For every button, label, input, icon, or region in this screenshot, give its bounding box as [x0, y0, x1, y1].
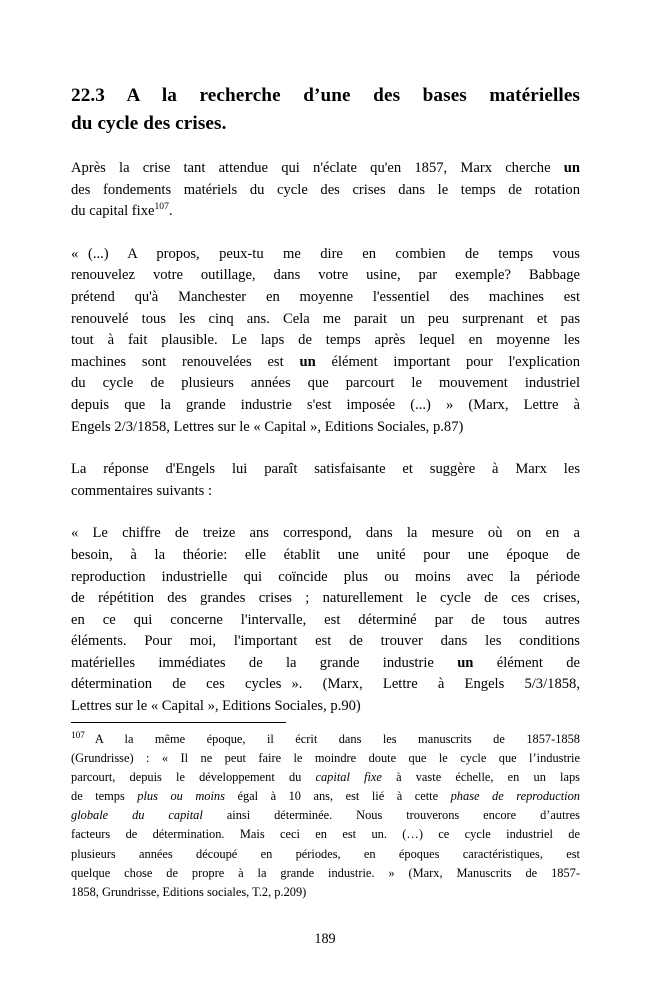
paragraph-1-line-3-text: du capital fixe	[71, 203, 155, 220]
quote-1-line-5: tout à fait plausible. Le laps de temps après lequel en moyenne les	[71, 332, 580, 349]
quote-1-citation-line: Engels 2/3/1858, Lettres sur le « Capital », Editions Sociales, p.87)	[71, 418, 464, 435]
footnote-line-9: 1858, Grundrisse, Editions sociales, T.2, p.209)	[71, 884, 307, 899]
section-heading	[71, 0, 580, 137]
paragraph-1-line-3	[71, 201, 580, 223]
paragraph-2-line-2: commentaires suivants :	[71, 482, 213, 499]
quote-2-line-4: de répétition des grandes crises ; naturellement le cycle de ces crises,	[71, 590, 580, 607]
paragraph-1-line-3-period: .	[168, 203, 173, 220]
block-quote-1	[71, 244, 580, 438]
page-number: 189	[314, 931, 336, 947]
footnote-line-4	[71, 787, 580, 806]
quote-2-line-7	[71, 653, 580, 675]
body-paragraph-1	[71, 158, 580, 223]
quote-2-line-7-text-a: matérielles immédiates de la grande industrie	[71, 654, 458, 671]
quote-2-line-8: détermination de ces cycles ». (Marx, Lettre à Engels 5/3/1858,	[71, 676, 580, 693]
footnote-line-4-text-b: égal à 10 ans, est lié à cette	[224, 789, 451, 804]
footnote-line-3	[71, 768, 580, 787]
page-content	[71, 0, 580, 718]
quote-2-line-3: reproduction industrielle qui coïncide plus ou moins avec la période	[71, 568, 580, 585]
body-paragraph-2	[71, 459, 580, 502]
footnote-reference-107[interactable]: 107	[154, 201, 169, 213]
quote-2-line-7-text-b: élément de	[473, 654, 580, 671]
quote-1-line-4: renouvelé tous les cinq ans. Cela me parait un peu surprenant et pas	[71, 310, 580, 327]
paragraph-1-emphasis-un: un	[563, 160, 580, 176]
paragraph-2-line-1: La réponse d'Engels lui paraît satisfaisante et suggère à Marx les	[71, 461, 580, 478]
quote-1-line-8: depuis que la grande industrie s'est imposée (...) » (Marx, Lettre à	[71, 396, 580, 413]
quote-1-line-6-text-b: élément important pour l'explication	[315, 353, 580, 370]
quote-1-emphasis-un: un	[299, 353, 316, 370]
footnote-line-1-text: A la même époque, il écrit dans les manuscrits de 1857-1858	[94, 732, 581, 746]
quote-1-line-6	[71, 352, 580, 374]
footnote-line-6: facteurs de détermination. Mais ceci en est un. (…) ce cycle industriel de	[71, 827, 580, 842]
section-heading-line-2: du cycle des crises.	[71, 112, 227, 134]
footnote-line-2: (Grundrisse) : « Il ne peut faire le moindre doute que le cycle que l’industrie	[71, 751, 580, 766]
footnote-italic-plus-ou-moins: plus ou moins	[137, 789, 225, 804]
quote-2-line-5: en ce qui concerne l'intervalle, est déterminé par de tous autres	[71, 611, 580, 628]
quote-2-emphasis-un: un	[457, 654, 474, 671]
footnote-line-7: plusieurs années découpé en périodes, en époques caractéristiques, est	[71, 846, 580, 861]
footnote-area	[71, 722, 580, 902]
block-quote-2	[71, 523, 580, 717]
footnote-number: 107	[71, 729, 85, 740]
footnote-line-3-text-a: parcourt, depuis le développement du	[71, 770, 316, 785]
paragraph-1-line-1-text: Après la crise tant attendue qui n'éclate qu'en 1857, Marx cherche	[71, 160, 564, 176]
footnote-line-5-text-b: ainsi déterminée. Nous trouverons encore d’autres	[202, 808, 580, 823]
paragraph-1-line-1	[71, 158, 580, 180]
quote-2-line-1: « Le chiffre de treize ans correspond, dans la mesure où on en a	[71, 525, 580, 542]
paragraph-1-line-2: des fondements matériels du cycle des crises dans le temps de rotation	[71, 181, 580, 198]
footnote-italic-globale-du-capital: globale du capital	[71, 808, 203, 823]
footnote-line-1	[71, 730, 580, 749]
footnote-line-3-text-b: à vaste échelle, en un laps	[381, 770, 580, 785]
footnote-line-4-text-a: de temps	[71, 789, 138, 804]
quote-2-citation-line: Lettres sur le « Capital », Editions Sociales, p.90)	[71, 698, 361, 715]
footnote-line-5	[71, 806, 580, 825]
quote-1-line-3: prétend qu'à Manchester en moyenne l'essentiel des machines est	[71, 288, 580, 305]
quote-1-line-2: renouvelez votre outillage, dans votre usine, par exemple? Babbage	[71, 267, 580, 284]
footnote-107	[71, 730, 580, 902]
quote-2-line-6: éléments. Pour moi, l'important est de trouver dans les conditions	[71, 633, 580, 650]
footnote-italic-capital-fixe: capital fixe	[315, 770, 382, 785]
section-heading-line-1: 22.3 A la recherche d’une des bases matérielles	[71, 85, 580, 106]
footnote-italic-phase-de-reproduction: phase de reproduction	[450, 789, 580, 804]
quote-1-line-1: « (...) A propos, peux-tu me dire en combien de temps vous	[71, 245, 580, 262]
footnote-line-8: quelque chose de propre à la grande industrie. » (Marx, Manuscrits de 1857-	[71, 865, 580, 880]
quote-1-line-7: du cycle de plusieurs années que parcourt le mouvement industriel	[71, 375, 580, 392]
quote-2-line-2: besoin, à la théorie: elle établit une unité pour une époque de	[71, 546, 580, 563]
footnote-separator-rule	[71, 722, 286, 723]
quote-1-line-6-text-a: machines sont renouvelées est	[71, 353, 300, 370]
